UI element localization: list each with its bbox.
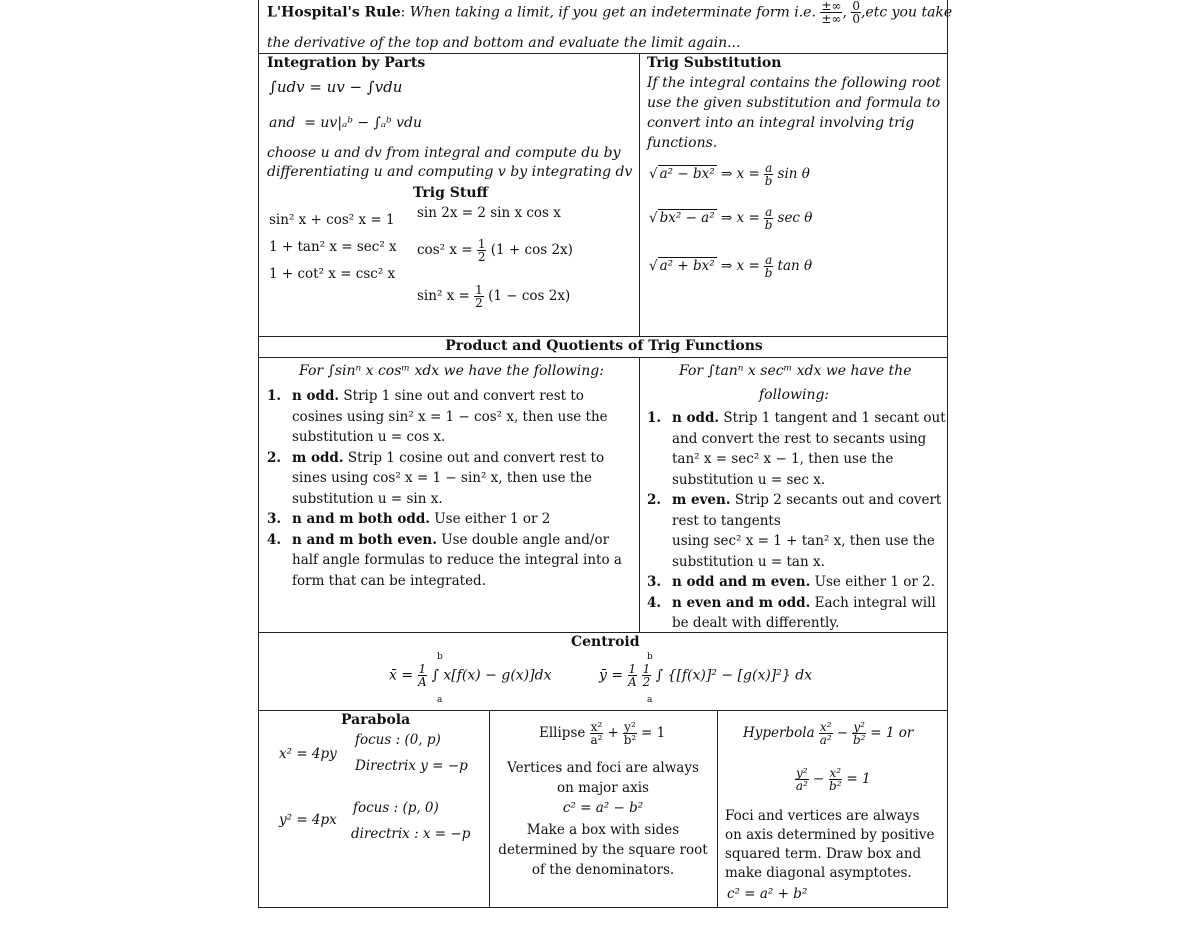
sin-cos-intro: For ∫sinⁿ x cosᵐ xdx we have the following: — [299, 363, 604, 379]
ibp-formula: ∫udv = uv − ∫vdu — [269, 78, 403, 96]
parabola-vertical-directrix: Directrix y = −p — [355, 758, 468, 774]
hyperbola-equation: Hyperbola $\frac{\text{x²}}{\text{a²}}$ − $\frac{\text{y²}}{\text{b²}}$ = 1 or — [743, 720, 914, 747]
section-divider — [259, 357, 947, 358]
formula-sheet — [258, 0, 953, 908]
double-angle-identity: sin 2x = 2 sin x cos x — [417, 205, 561, 221]
ibp-title: Integration by Parts — [267, 55, 426, 71]
product-quotient-section — [259, 337, 947, 633]
case-text: tan² x = sec² x − 1, then use the — [672, 451, 894, 467]
ibp-instruction-line1: choose u and dv from integral and compute du by — [267, 145, 621, 161]
case-text: n odd. Strip 1 tangent and 1 secant out — [672, 410, 946, 426]
trig-sub-text: use the given substitution and formula to — [647, 95, 941, 111]
lower-limit: a — [647, 695, 653, 705]
case-text: rest to tangents — [672, 512, 781, 529]
indeterminate-fraction-zero: $\frac{0}{0}$ — [852, 0, 860, 26]
lhospital-text: When taking a limit, if you get an indeterminate form i.e. — [409, 4, 816, 21]
case-heading: n and m both even. — [292, 531, 437, 548]
case-number: 4. — [647, 594, 662, 611]
case-number: 1. — [647, 410, 662, 426]
case-text: n odd. Strip 1 sine out and convert rest to — [292, 388, 584, 404]
case-text: be dealt with differently. — [672, 615, 840, 631]
column-divider — [717, 711, 718, 908]
parabola-vertical-eq: x² = 4py — [279, 746, 337, 762]
trig-stuff-title: Trig Stuff — [413, 185, 489, 201]
case-number: 1. — [267, 388, 282, 404]
case-heading: n and m both odd. — [292, 511, 430, 527]
case-number: 4. — [267, 531, 282, 548]
case-text: cosines using sin² x = 1 − cos² x, then use the — [292, 408, 608, 425]
hyperbola-note: Foci and vertices are always — [725, 808, 920, 824]
lhospital-text-line2: the derivative of the top and bottom and evaluate the limit again... — [267, 35, 741, 51]
trig-sub-text: functions. — [647, 135, 718, 151]
indeterminate-fraction-inf: $\frac{\pm\infty}{\pm\infty}$ — [821, 0, 842, 26]
trig-identity: sin² x + cos² x = 1 — [269, 212, 395, 228]
case-text: n and m both odd. Use either 1 or 2 — [292, 511, 551, 527]
trig-sub-sine: √ a² − bx² ⇒ x = $\frac{a}{b}$ sin θ — [649, 161, 810, 188]
parabola-horizontal-directrix: directrix : x = −p — [351, 826, 471, 842]
centroid-x-formula: x̄ = $\frac{1}{A}$ ∫ x[f(x) − g(x)]dx — [389, 662, 552, 689]
case-text: substitution u = cos x. — [292, 429, 446, 445]
case-text: n even and m odd. Each integral will — [672, 594, 936, 611]
case-text: m odd. Strip 1 cosine out and convert rest to — [292, 449, 605, 466]
case-heading: m odd. — [292, 449, 344, 466]
centroid-title: Centroid — [571, 634, 640, 650]
trig-identity: 1 + cot² x = csc² x — [269, 266, 396, 282]
ellipse-note: Vertices and foci are always — [507, 760, 699, 776]
tan-sec-intro-2: following: — [759, 387, 830, 403]
case-number: 2. — [267, 449, 282, 466]
parabola-horizontal-focus: focus : (p, 0) — [353, 800, 439, 816]
case-text: m even. Strip 2 secants out and covert — [672, 492, 942, 508]
lhospital-title: L'Hospital's Rule — [267, 4, 401, 21]
centroid-y-formula: ȳ = $\frac{1}{A}$ $\frac{1}{2}$ ∫ {[f(x)]² − [g(x)]²} dx — [599, 662, 813, 689]
hyperbola-note: make diagonal asymptotes. — [725, 865, 912, 881]
case-text: n and m both even. Use double angle and/or — [292, 531, 610, 548]
case-text: substitution u = tan x. — [672, 553, 825, 570]
hyperbola-equation-alt: $\frac{\text{y²}}{\text{a²}}$ − $\frac{\text{x²}}{\text{b²}}$ = 1 — [795, 766, 871, 793]
case-heading: n even and m odd. — [672, 594, 811, 611]
half-angle-cos: cos² x = $\frac{1}{2}$ (1 + cos 2x) — [417, 237, 573, 264]
ellipse-note: determined by the square root — [498, 842, 708, 858]
case-heading: n odd and m even. — [672, 574, 811, 590]
ellipse-c-equation: c² = a² − b² — [562, 800, 644, 816]
ellipse-note: of the denominators. — [531, 862, 675, 878]
trig-sub-text: convert into an integral involving trig — [647, 115, 915, 131]
upper-limit: b — [437, 652, 443, 662]
parabola-vertical-focus: focus : (0, p) — [355, 732, 441, 748]
case-text: n odd and m even. Use either 1 or 2. — [672, 574, 936, 590]
lhospital-section: L'Hospital's Rule: When taking a limit, if you get an indeterminate form i.e. $\frac{\pm\infty}{\pm\infty}$ , $\frac{0}{0}$ ,etc you take the derivative of the top and bottom and evaluate the limit again... — [259, 0, 947, 54]
case-text: sines using cos² x = 1 − sin² x, then use the — [292, 470, 592, 486]
case-heading: m even. — [672, 492, 731, 508]
centroid-section — [259, 633, 947, 711]
trig-sub-title: Trig Substitution — [647, 55, 782, 71]
product-quotient-title: Product and Quotients of Trig Functions — [445, 338, 763, 354]
ellipse-equation: Ellipse $\frac{\text{x²}}{\text{a²}}$ + $\frac{\text{y²}}{\text{b²}}$ = 1 — [539, 720, 666, 747]
case-text: form that can be integrated. — [292, 572, 486, 589]
case-text: half angle formulas to reduce the integral into a — [292, 552, 622, 568]
trig-sub-tangent: √ a² + bx² ⇒ x = $\frac{a}{b}$ tan θ — [649, 253, 813, 280]
ellipse-note: Make a box with sides — [526, 822, 680, 838]
integration-section — [259, 54, 947, 337]
case-number: 2. — [647, 492, 662, 508]
case-number: 3. — [267, 511, 282, 527]
case-number: 3. — [647, 574, 662, 590]
case-text: substitution u = sec x. — [672, 471, 826, 488]
lower-limit: a — [437, 695, 443, 705]
column-divider — [639, 357, 640, 633]
case-text: and convert the rest to secants using — [672, 430, 927, 447]
ibp-and: and — [269, 115, 296, 131]
case-heading: n odd. — [292, 388, 340, 404]
parabola-horizontal-eq: y² = 4px — [279, 812, 337, 828]
hyperbola-note: squared term. Draw box and — [725, 846, 922, 862]
case-heading: n odd. — [672, 410, 720, 426]
ibp-definite-formula: = uv|ₐᵇ − ∫ₐᵇ vdu — [304, 115, 423, 131]
ibp-instruction-line2: differentiating u and computing v by integrating dv — [267, 164, 633, 180]
hyperbola-c-equation: c² = a² + b² — [727, 886, 808, 902]
column-divider — [639, 54, 640, 337]
hyperbola-note: on axis determined by positive — [725, 827, 935, 843]
case-text: substitution u = sin x. — [292, 490, 443, 507]
ellipse-note: on major axis — [557, 780, 649, 796]
parabola-title: Parabola — [341, 712, 411, 728]
trig-sub-secant: √ bx² − a² ⇒ x = $\frac{a}{b}$ sec θ — [649, 205, 813, 232]
conics-section — [259, 711, 947, 908]
tan-sec-intro: For ∫tanⁿ x secᵐ xdx we have the — [679, 363, 912, 379]
trig-sub-text: If the integral contains the following root — [647, 75, 941, 91]
half-angle-sin: sin² x = $\frac{1}{2}$ (1 − cos 2x) — [417, 283, 571, 310]
upper-limit: b — [647, 652, 653, 662]
trig-identity: 1 + tan² x = sec² x — [269, 239, 397, 255]
case-text: using sec² x = 1 + tan² x, then use the — [672, 533, 935, 549]
